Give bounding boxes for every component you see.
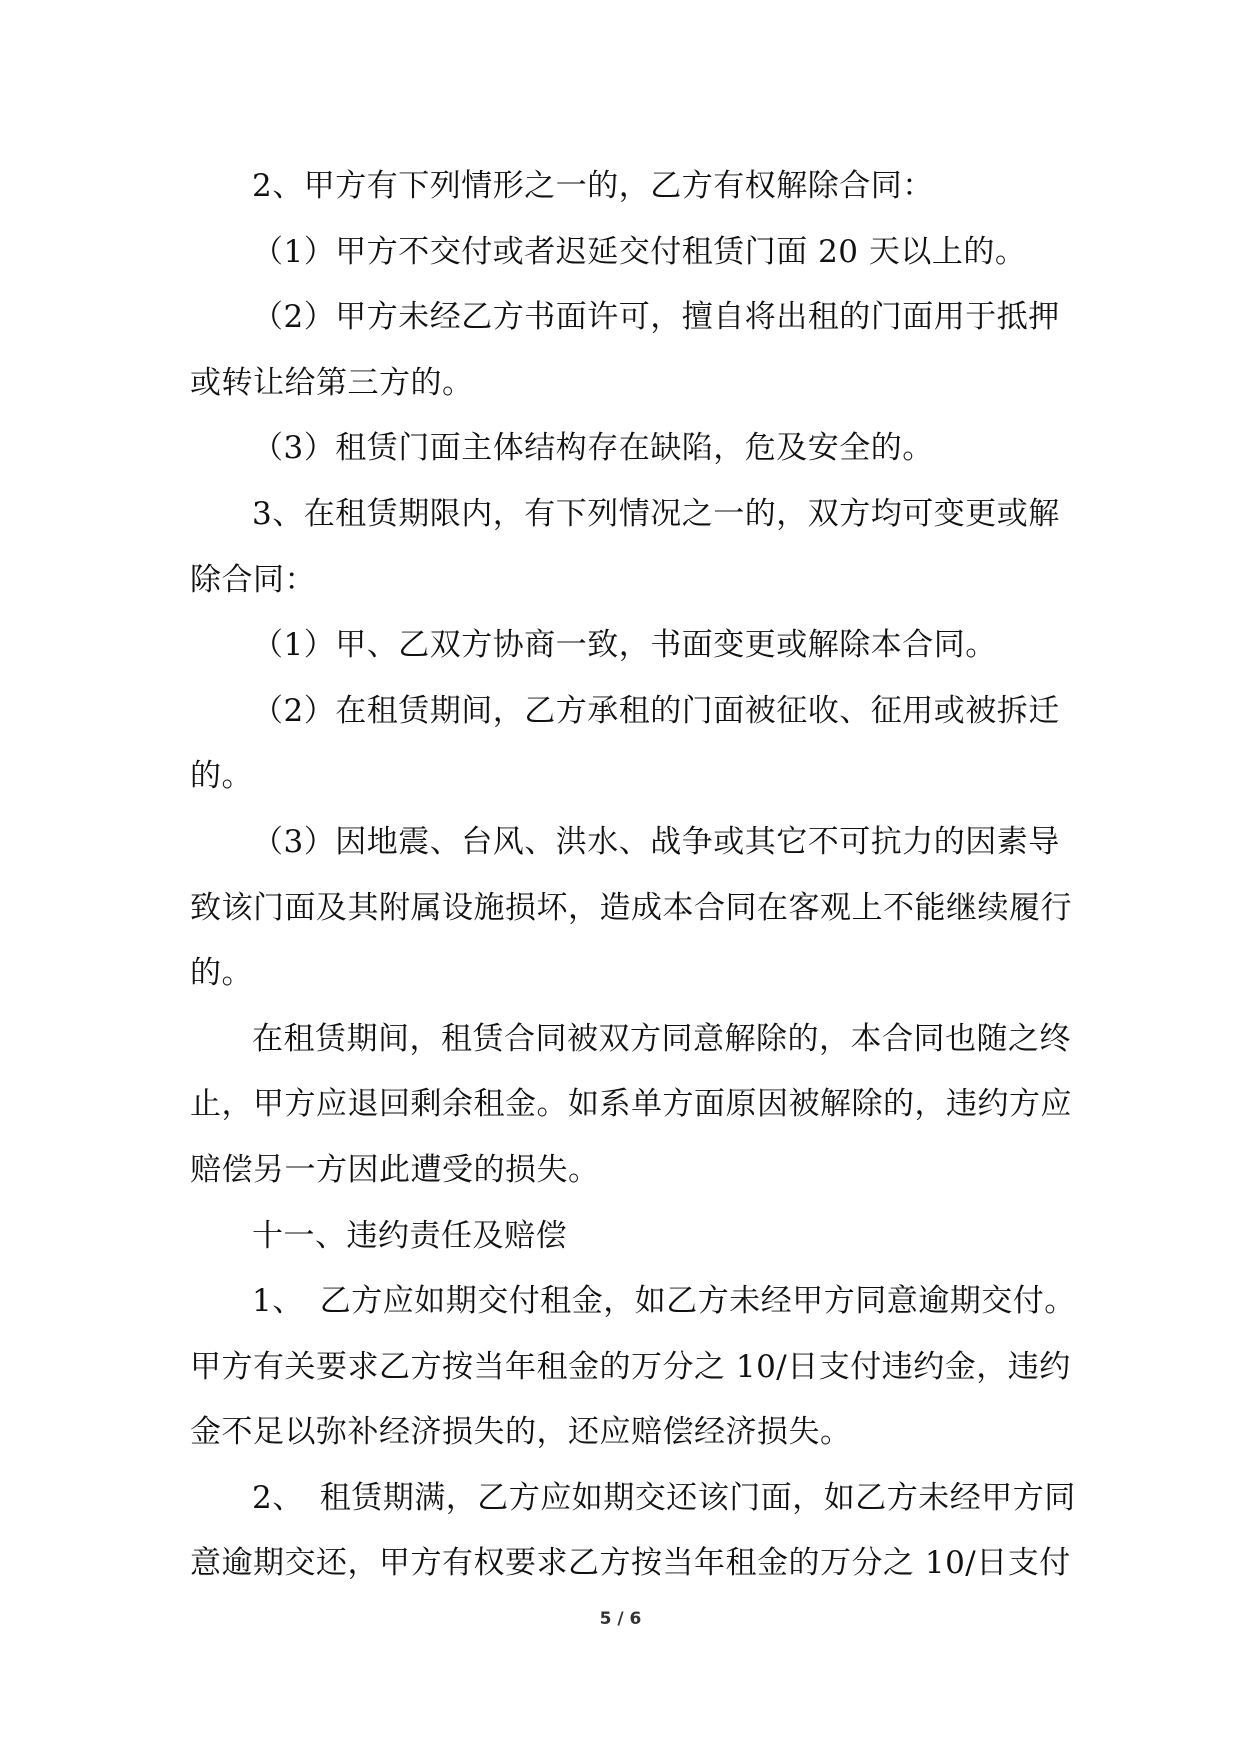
paragraph-line: （2）在租赁期间，乙方承租的门面被征收、征用或被拆迁: [252, 692, 1060, 729]
paragraph-line: 2、 租赁期满，乙方应如期交还该门面，如乙方未经甲方同: [252, 1479, 1076, 1516]
paragraph-line: （1）甲、乙双方协商一致，书面变更或解除本合同。: [252, 627, 997, 664]
paragraph-line: 的。: [190, 758, 253, 795]
paragraph-line: （3）租赁门面主体结构存在缺陷，危及安全的。: [252, 430, 934, 467]
paragraph-line: 的。: [190, 955, 253, 992]
paragraph-line: 止，甲方应退回剩余租金。如系单方面原因被解除的，违约方应: [190, 1086, 1072, 1123]
paragraph-line: 在租赁期间，租赁合同被双方同意解除的，本合同也随之终: [252, 1020, 1071, 1057]
paragraph-line: 3、在租赁期限内，有下列情况之一的，双方均可变更或解: [252, 495, 1060, 532]
paragraph-line: 1、 乙方应如期交付租金，如乙方未经甲方同意逾期交付。: [252, 1283, 1076, 1320]
paragraph-line: 金不足以弥补经济损失的，还应赔偿经济损失。: [190, 1414, 852, 1451]
paragraph-line: 2、甲方有下列情形之一的，乙方有权解除合同：: [252, 168, 934, 204]
paragraph-line: 或转让给第三方的。: [190, 364, 474, 401]
paragraph-line: 甲方有关要求乙方按当年租金的万分之 10/日支付违约金，违约: [190, 1348, 1071, 1385]
paragraph-line: 赔偿另一方因此遭受的损失。: [190, 1151, 600, 1188]
document-body: [190, 154, 1076, 1597]
paragraph-line: 除合同：: [190, 561, 316, 598]
paragraph-line: （3）因地震、台风、洪水、战争或其它不可抗力的因素导: [252, 823, 1060, 860]
paragraph-line: 致该门面及其附属设施损坏，造成本合同在客观上不能继续履行: [190, 889, 1072, 926]
paragraph-line: （2）甲方未经乙方书面许可，擅自将出租的门面用于抵押: [252, 299, 1060, 336]
paragraph-line: 意逾期交还，甲方有权要求乙方按当年租金的万分之 10/日支付: [190, 1545, 1071, 1582]
section-heading: 十一、违约责任及赔偿: [252, 1217, 567, 1254]
page-number: 5 / 6: [599, 1609, 642, 1629]
paragraph-line: （1）甲方不交付或者迟延交付租赁门面 20 天以上的。: [252, 233, 1027, 270]
